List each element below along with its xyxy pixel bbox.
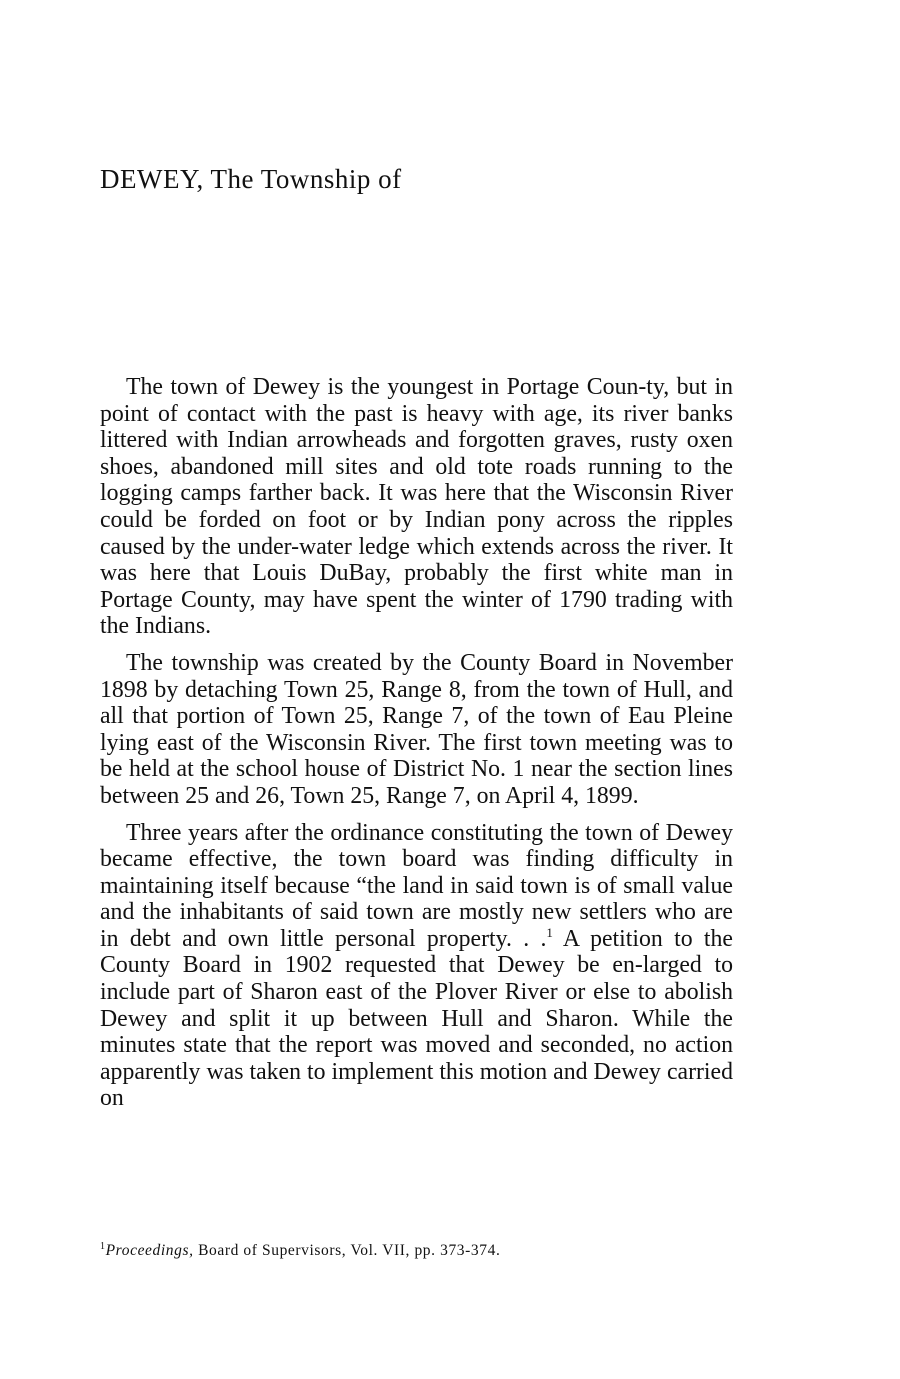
body-text (100, 374, 733, 1122)
paragraph-3-text-before: Three years after the ordinance constituting the town of Dewey became effective, the town board was finding difficulty in maintaining itself because “the land in said town is of small value and the inhabitants of said town are mostly new settlers who are in debt and own little personal property. . . (100, 819, 733, 952)
paragraph-1: The town of Dewey is the youngest in Portage Coun-ty, but in point of contact with the past is heavy with age, its river banks littered with Indian arrowheads and forgotten graves, rusty oxen shoes, abandoned mill sites and old tote roads running to the logging camps farther back. It was here that the Wisconsin River could be forded on foot or by Indian pony across the ripples caused by the under-water ledge which extends across the river. It was here that Louis DuBay, probably the first white man in Portage County, may have spent the winter of 1790 trading with the Indians. (100, 374, 733, 640)
paragraph-3 (100, 820, 733, 1113)
footnote-reference: 1 (546, 924, 553, 940)
paragraph-3-text-after: A petition to the County Board in 1902 requested that Dewey be en-larged to include part of Sharon east of the Plover River or else to abolish Dewey and split it up between Hull and Sharon. While the minutes state that the report was moved and seconded, no action apparently was taken to implement this motion and Dewey carried on (100, 925, 733, 1112)
footnote-text: Board of Supervisors, Vol. VII, pp. 373-374. (193, 1242, 501, 1259)
footnote (100, 1241, 740, 1261)
paragraph-2: The township was created by the County Board in November 1898 by detaching Town 25, Range 8, from the town of Hull, and all that portion of Town 25, Range 7, of the town of Eau Pleine lying east of the Wisconsin River. The first town meeting was to be held at the school house of District No. 1 near the section lines between 25 and 26, Town 25, Range 7, on April 4, 1899. (100, 649, 733, 809)
footnote-title: Proceedings, (105, 1242, 194, 1259)
footnote-number: 1 (100, 1240, 106, 1252)
page-title: DEWEY, The Township of (100, 164, 402, 194)
